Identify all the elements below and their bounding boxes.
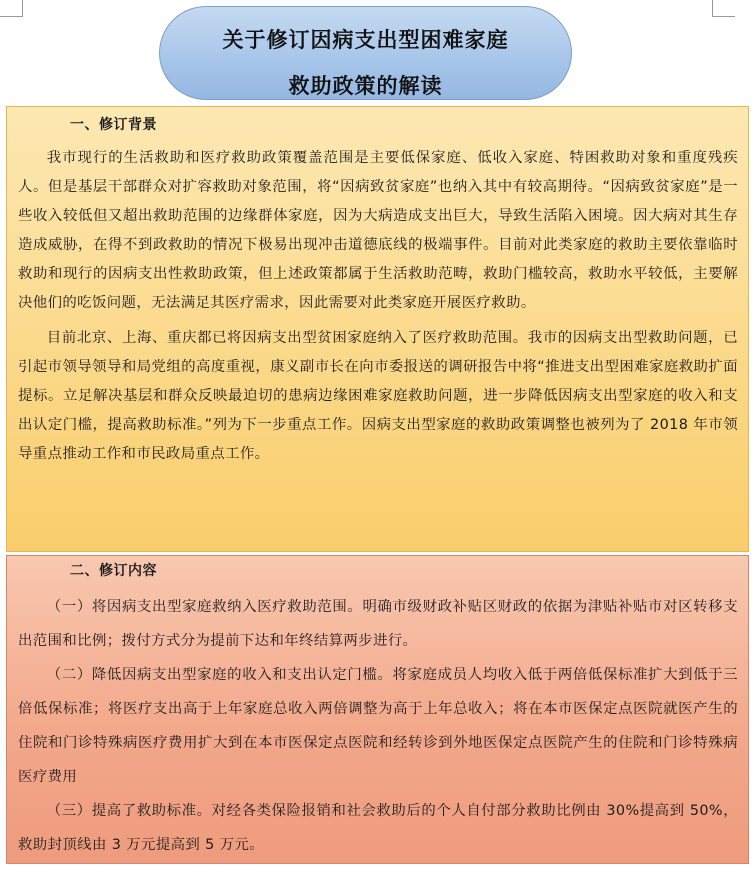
page-corner-mark-right: [712, 0, 735, 17]
section-2-paragraph-2: （二）降低因病支出型家庭的收入和支出认定门槛。将家庭成员人均收入低于两倍低保标准扩大到低于三倍低保标准；将医疗支出高于上年家庭总收入两倍调整为高于上年总收入；将在本市医保定点医院就医产生的住院和门诊特殊病医疗费用扩大到在本市医保定点医院和经转诊到外地医保定点医院产生的住院和门诊特殊病医疗费用: [18, 667, 738, 785]
section-2-paragraph-3: （三）提高了救助标准。对经各类保险报销和社会救助后的个人自付部分救助比例由 30%提高到 50%，救助封顶线由 3 万元提高到 5 万元。: [18, 803, 738, 853]
document-title-line-2: 救助政策的解读: [288, 74, 443, 98]
section-2-paragraph-1: （一）将因病支出型家庭救纳入医疗救助范围。明确市级财政补贴区财政的依据为津贴补贴市对区转移支出范围和比例；拨付方式分为提前下达和年终结算两步进行。: [18, 599, 738, 649]
section-1-paragraph-1: 我市现行的生活救助和医疗救助政策覆盖范围是主要低保家庭、低收入家庭、特困救助对象和重度残疾人。但是基层干部群众对扩容救助对象范围，将“因病致贫家庭”也纳入其中有较高期待。“因病致贫家庭”是一些收入较低但又超出救助范围的边缘群体家庭，因为大病造成支出巨大，导致生活陷入困境。因大病对其生存造成威胁，在得不到政救助的情况下极易出现冲击道德底线的极端事件。目前对此类家庭的救助主要依靠临时救助和现行的因病支出性救助政策，但上述政策都属于生活救助范畴，救助门槛较高，救助水平较低，主要解决他们的吃饭问题，无法满足其医疗需求，因此需要对此类家庭开展医疗救助。: [18, 150, 738, 311]
section-1-paragraph-2: 目前北京、上海、重庆都已将因病支出型贫困家庭纳入了医疗救助范围。我市的因病支出型救助问题，已引起市领导领导和局党组的高度重视，康义副市长在向市委报送的调研报告中将“推进支出型困难家庭救助扩面提标。立足解决基层和群众反映最迫切的患病边缘困难家庭救助问题，进一步降低因病支出型家庭的收入和支出认定门槛，提高救助标准。”列为下一步重点工作。因病支出型家庭的救助政策调整也被列为了 2018 年市领导重点推动工作和市民政局重点工作。: [18, 330, 738, 462]
section-2-heading: 二、修订内容: [70, 563, 157, 579]
section-revision-content: [6, 555, 749, 864]
section-1-heading: 一、修订背景: [70, 117, 157, 133]
section-revision-background: [6, 106, 749, 552]
document-title-line-1: 关于修订因病支出型困难家庭: [222, 28, 509, 52]
page-corner-mark-left: [0, 0, 23, 17]
title-banner: [159, 6, 572, 100]
